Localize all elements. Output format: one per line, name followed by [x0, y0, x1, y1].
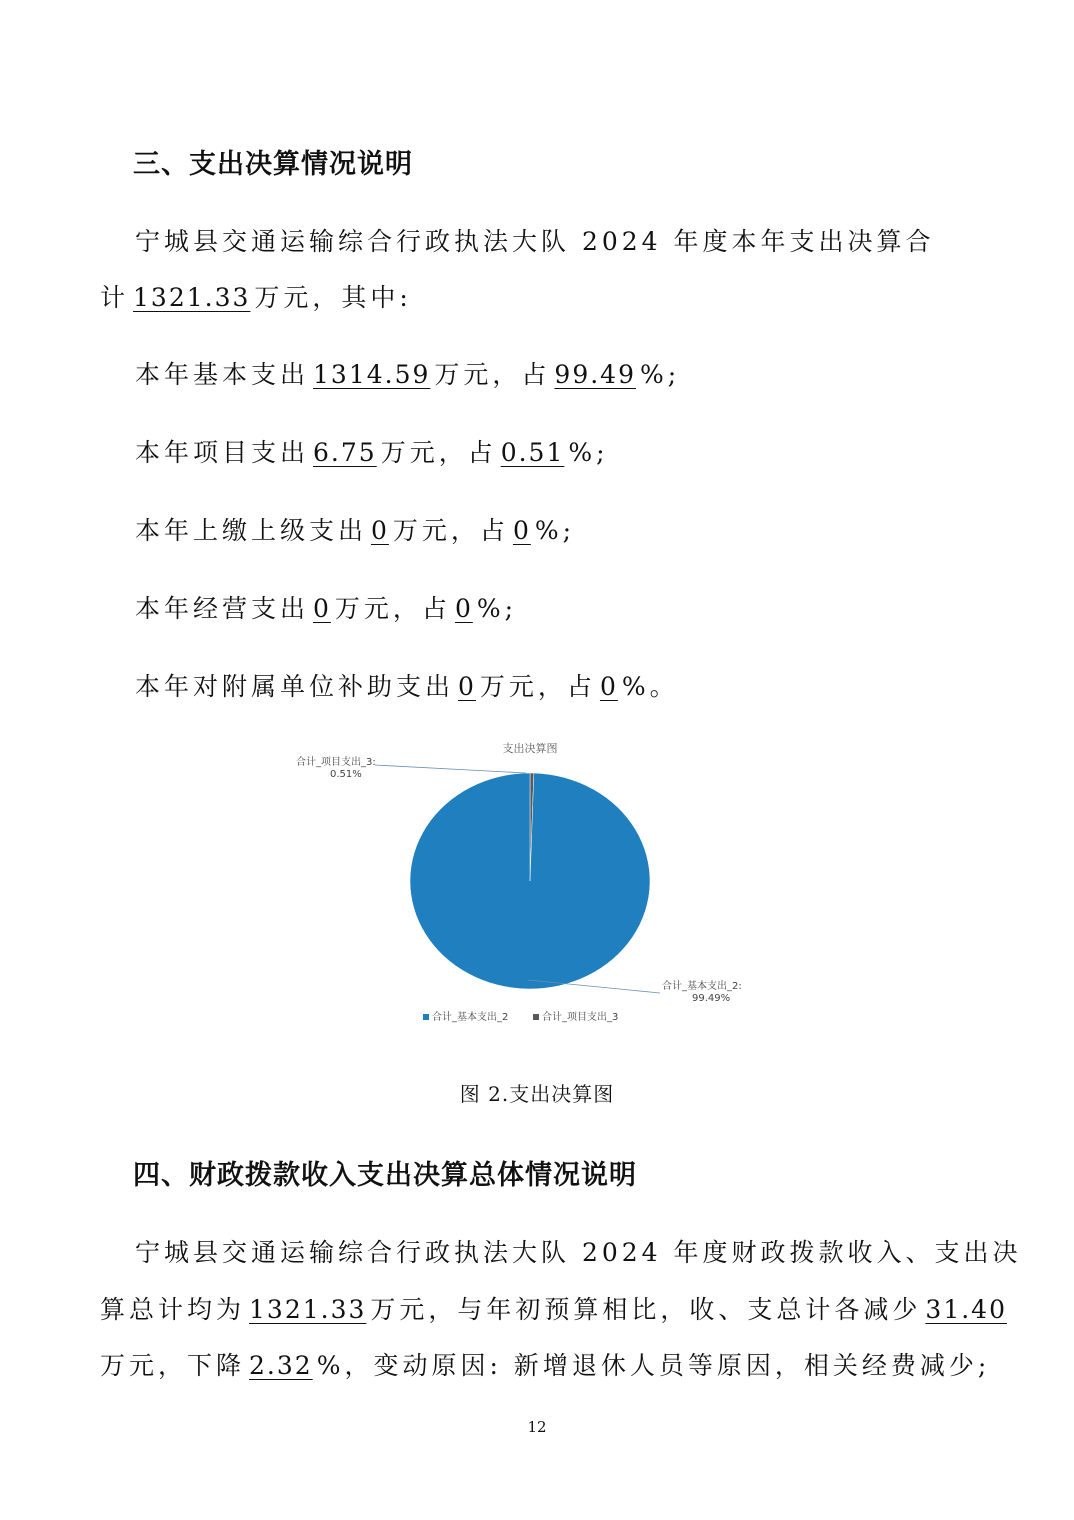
expenditure-item-remit — [135, 511, 575, 547]
item-mid: 万元，占 — [334, 594, 451, 623]
expenditure-pie-chart — [290, 735, 780, 1035]
item-suffix: %; — [640, 360, 681, 389]
expenditure-item-subsidy — [135, 667, 679, 703]
item-mid: 万元，占 — [434, 360, 551, 389]
chart-title: 支出决算图 — [502, 742, 558, 755]
item-percent: 99.49 — [554, 360, 636, 389]
item-label: 本年基本支出 — [135, 360, 310, 389]
item-amount: 0 — [458, 672, 476, 701]
intro-suffix: 万元，其中: — [254, 283, 412, 312]
item-mid: 万元，占 — [479, 672, 596, 701]
legend-swatch-basic — [423, 1014, 429, 1020]
page-number: 12 — [527, 1418, 547, 1436]
data-label-project-name: 合计_项目支出_3: — [296, 757, 376, 768]
total-expenditure-value: 1321.33 — [133, 283, 251, 312]
legend-label-basic: 合计_基本支出_2 — [432, 1012, 509, 1023]
section-4-line-3 — [100, 1346, 990, 1382]
item-mid: 万元，占 — [392, 516, 509, 545]
figure-caption: 图 2.支出决算图 — [459, 1082, 615, 1106]
item-suffix: %; — [534, 516, 576, 545]
item-mid: 万元，占 — [380, 438, 497, 467]
line-text: 算总计均为 — [100, 1295, 246, 1324]
pie-slice-basic — [410, 773, 650, 989]
item-percent: 0 — [599, 672, 618, 701]
section-4-heading: 四、财政拨款收入支出决算总体情况说明 — [133, 1160, 637, 1191]
section-3-intro-line-1: 宁城县交通运输综合行政执法大队 2024 年度本年支出决算合 — [135, 227, 935, 256]
decrease-value: 31.40 — [925, 1295, 1007, 1324]
expenditure-item-basic — [135, 355, 680, 391]
label-leader-project — [375, 765, 526, 773]
item-suffix: %。 — [621, 672, 679, 701]
item-amount: 1314.59 — [313, 360, 431, 389]
item-percent: 0 — [512, 516, 531, 545]
item-label: 本年经营支出 — [135, 594, 310, 623]
data-label-basic-name: 合计_基本支出_2: — [662, 981, 742, 992]
section-3-heading: 三、支出决算情况说明 — [133, 149, 413, 180]
item-amount: 0 — [371, 516, 389, 545]
line-text: 万元，下降 — [100, 1351, 246, 1380]
section-3-intro-line-2 — [100, 278, 412, 314]
expenditure-item-project — [135, 433, 609, 469]
item-amount: 0 — [313, 594, 331, 623]
section-4-line-2 — [100, 1290, 1011, 1326]
item-label: 本年上缴上级支出 — [135, 516, 368, 545]
item-suffix: %; — [476, 594, 518, 623]
intro-prefix: 计 — [100, 283, 130, 312]
decrease-percent: 2.32 — [249, 1351, 313, 1380]
line-text: 万元，与年初预算相比，收、支总计各减少 — [370, 1295, 922, 1324]
item-amount: 6.75 — [313, 438, 377, 467]
pie-chart-svg — [290, 735, 780, 1035]
item-percent: 0.51 — [500, 438, 565, 467]
data-label-basic-value: 99.49% — [692, 993, 731, 1004]
item-label: 本年对附属单位补助支出 — [135, 672, 455, 701]
line-text: %，变动原因: 新增退休人员等原因，相关经费减少; — [316, 1351, 991, 1380]
expenditure-item-operating — [135, 589, 517, 625]
item-percent: 0 — [454, 594, 473, 623]
data-label-project-value: 0.51% — [330, 769, 362, 780]
section-4-line-1: 宁城县交通运输综合行政执法大队 2024 年度财政拨款收入、支出决 — [135, 1238, 1022, 1267]
total-value: 1321.33 — [249, 1295, 367, 1324]
item-suffix: %; — [568, 438, 609, 467]
legend-label-project: 合计_项目支出_3 — [542, 1012, 619, 1023]
legend-swatch-project — [533, 1014, 539, 1020]
item-label: 本年项目支出 — [135, 438, 310, 467]
